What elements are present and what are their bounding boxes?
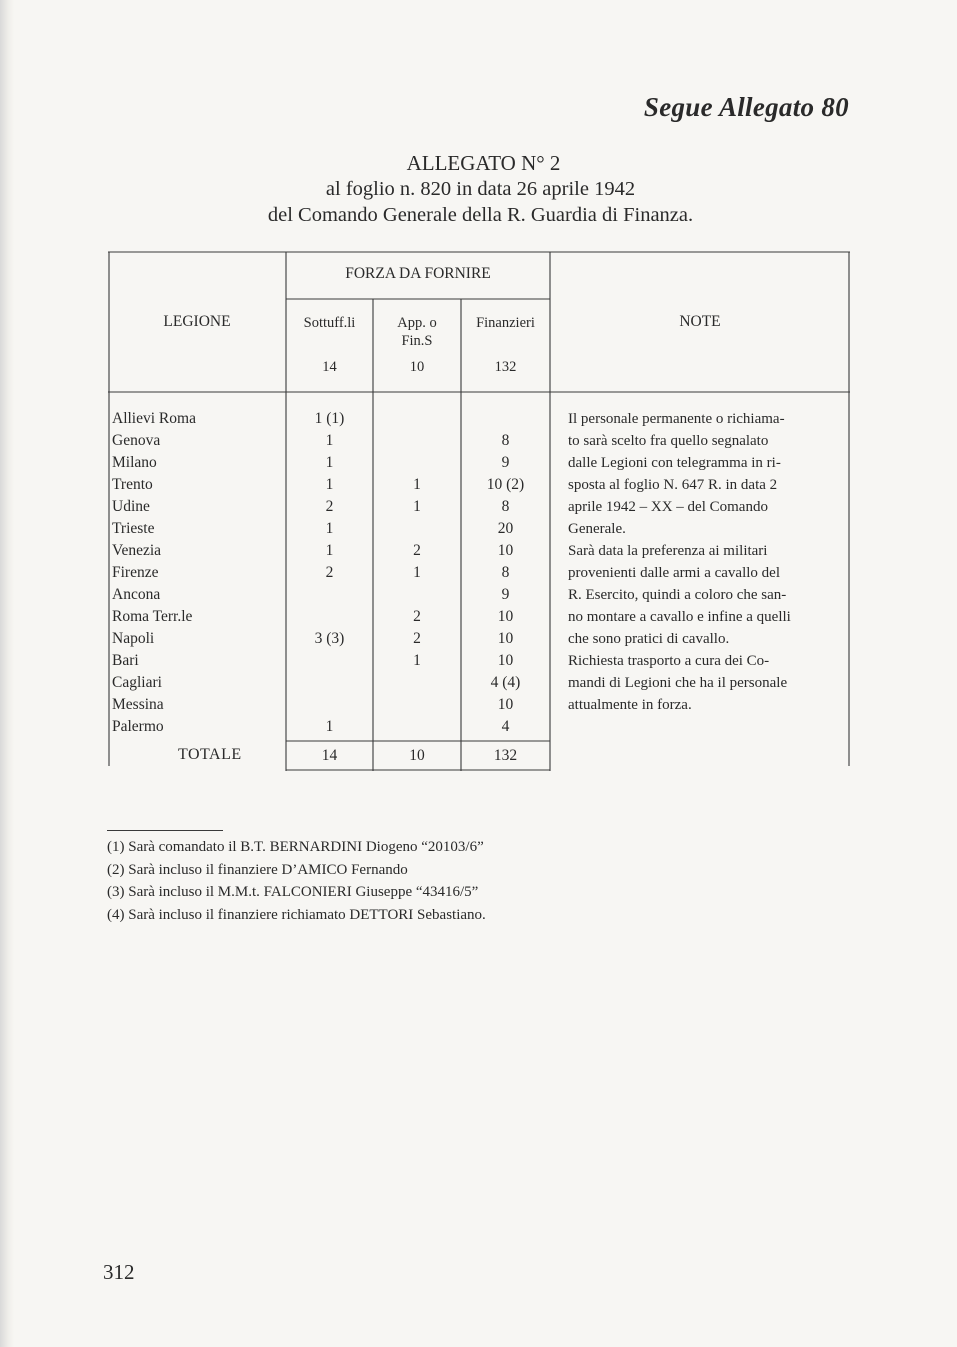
note-line: Richiesta trasporto a cura dei Co-: [568, 653, 770, 669]
footnote: (3) Sarà incluso il M.M.t. FALCONIERI Giuseppe “43416/5”: [107, 884, 479, 900]
table-row-legione: Messina: [112, 696, 164, 713]
table-cell-app: [373, 672, 461, 694]
table-row-legione: Trieste: [112, 520, 155, 537]
header-legione: LEGIONE: [163, 313, 231, 330]
table-cell-sottuff: 2: [325, 498, 334, 515]
note-line: aprile 1942 – XX – del Comando: [568, 499, 768, 515]
note-line: Sarà data la preferenza ai militari: [568, 543, 768, 559]
note-line: Il personale permanente o richiama-: [568, 411, 785, 427]
table-cell-sottuff: 2: [325, 564, 334, 581]
header-total-sottufficiali: 14: [322, 359, 337, 375]
note-line: R. Esercito, quindi a coloro che san-: [568, 587, 787, 603]
table-cell-app: 2: [413, 542, 421, 559]
table-cell-sottuff: 1: [325, 454, 334, 471]
table-cell-sottuff: 1: [325, 476, 334, 493]
table-cell-fin: 10: [497, 630, 514, 647]
table-cell-app: 1: [413, 498, 421, 515]
header-total-appuntati: 10: [409, 359, 425, 375]
footnote: (2) Sarà incluso il finanziere D’AMICO Fernando: [107, 861, 408, 878]
note-line: provenienti dalle armi a cavallo del: [568, 565, 780, 581]
totale-finanzieri: 132: [493, 747, 518, 764]
table-cell-fin: 9: [501, 454, 510, 471]
table-cell-fin: 10: [497, 696, 514, 713]
note-line: sposta al foglio N. 647 R. in data 2: [568, 477, 778, 493]
table-cell-app: [373, 408, 461, 430]
note-line: Generale.: [568, 521, 626, 537]
table-cell-sottuff: 1: [325, 542, 334, 559]
header-appuntati-line2: Fin.S: [401, 333, 433, 349]
document-title: [0, 150, 957, 228]
table-cell-app: 1: [413, 564, 421, 581]
table-cell-sottuff: 1: [325, 432, 334, 449]
table-cell-fin: 10: [497, 542, 514, 559]
table-cell-app: 2: [413, 630, 421, 647]
table-cell-app: [373, 430, 461, 452]
table-cell-fin: 10 (2): [486, 476, 525, 493]
note-line: che sono pratici di cavallo.: [568, 631, 730, 647]
table-row-legione: Allievi Roma: [112, 410, 196, 427]
table-cell-fin: 4 (4): [490, 674, 521, 691]
running-header: Segue Allegato 80: [643, 92, 849, 122]
table-cell-sottuff: [286, 694, 373, 716]
appuntati-column: [373, 408, 461, 738]
note-line: mandi di Legioni che ha il personale: [568, 675, 788, 691]
table-cell-fin: 9: [501, 586, 510, 603]
totale-sottufficiali: 14: [321, 747, 338, 764]
table-cell-app: [373, 694, 461, 716]
note-line: attualmente in forza.: [568, 697, 692, 713]
table-row-legione: Milano: [112, 454, 157, 471]
note-line: no montare a cavallo e infine a quelli: [568, 609, 791, 625]
totale-label: TOTALE: [178, 746, 242, 763]
table-row-legione: Firenze: [112, 564, 159, 581]
table-cell-sottuff: [286, 672, 373, 694]
footnote: (4) Sarà incluso il finanziere richiamato DETTORI Sebastiano.: [107, 906, 486, 923]
legione-column: [112, 408, 282, 738]
footnote: (1) Sarà comandato il B.T. BERNARDINI Diogeno “20103/6”: [107, 839, 484, 855]
table-cell-sottuff: 1 (1): [314, 410, 345, 427]
table-cell-fin: [461, 408, 550, 430]
table-row-legione: Cagliari: [112, 674, 162, 691]
table-cell-sottuff: [286, 584, 373, 606]
table-row-legione: Palermo: [112, 718, 164, 735]
footnote-rule: [107, 830, 223, 831]
finanzieri-column: [461, 408, 550, 738]
table-cell-app: 2: [413, 608, 421, 625]
table-cell-sottuff: [286, 650, 373, 672]
table-cell-app: [373, 584, 461, 606]
table-row-legione: Roma Terr.le: [112, 608, 193, 625]
table-cell-fin: 20: [497, 520, 514, 537]
table-cell-fin: 4: [501, 718, 510, 735]
title-line-2: al foglio n. 820 in data 26 aprile 1942: [325, 178, 636, 200]
table-cell-app: [373, 518, 461, 540]
table-cell-fin: 10: [497, 652, 514, 669]
table-cell-sottuff: 1: [325, 520, 334, 537]
page-number: 312: [103, 1260, 135, 1284]
table-row-legione: Venezia: [112, 542, 162, 559]
forces-table: [108, 251, 851, 771]
footnotes: [107, 836, 486, 926]
table-cell-app: 1: [413, 652, 421, 669]
table-cell-sottuff: [286, 606, 373, 628]
header-appuntati-line1: App. o: [397, 315, 437, 331]
header-finanzieri: Finanzieri: [476, 315, 535, 331]
group-header-forza: FORZA DA FORNIRE: [345, 265, 491, 282]
table-row-legione: Genova: [112, 432, 161, 449]
title-line-3: del Comando Generale della R. Guardia di Finanza.: [267, 204, 694, 226]
table-row-legione: Ancona: [112, 586, 161, 603]
table-cell-app: [373, 452, 461, 474]
table-cell-fin: 8: [501, 498, 510, 515]
table-row-legione: Napoli: [112, 630, 155, 647]
table-row-legione: Trento: [112, 476, 153, 493]
table-cell-sottuff: 1: [325, 718, 334, 735]
title-line-1: ALLEGATO N° 2: [406, 151, 561, 175]
header-total-finanzieri: 132: [494, 359, 517, 375]
table-cell-fin: 10: [497, 608, 514, 625]
table-cell-sottuff: 3 (3): [314, 630, 345, 647]
sottufficiali-column: [286, 408, 373, 738]
header-note: NOTE: [679, 313, 721, 330]
totale-appuntati: 10: [409, 747, 425, 764]
table-cell-app: [373, 716, 461, 738]
table-row-legione: Bari: [112, 652, 139, 669]
note-text: [568, 408, 840, 716]
table-cell-app: 1: [413, 476, 421, 493]
table-row-legione: Udine: [112, 498, 150, 515]
header-sottufficiali: Sottuff.li: [303, 315, 356, 331]
table-cell-fin: 8: [501, 564, 510, 581]
note-line: dalle Legioni con telegramma in ri-: [568, 455, 781, 471]
table-cell-fin: 8: [501, 432, 510, 449]
note-line: to sarà scelto fra quello segnalato: [568, 433, 769, 449]
